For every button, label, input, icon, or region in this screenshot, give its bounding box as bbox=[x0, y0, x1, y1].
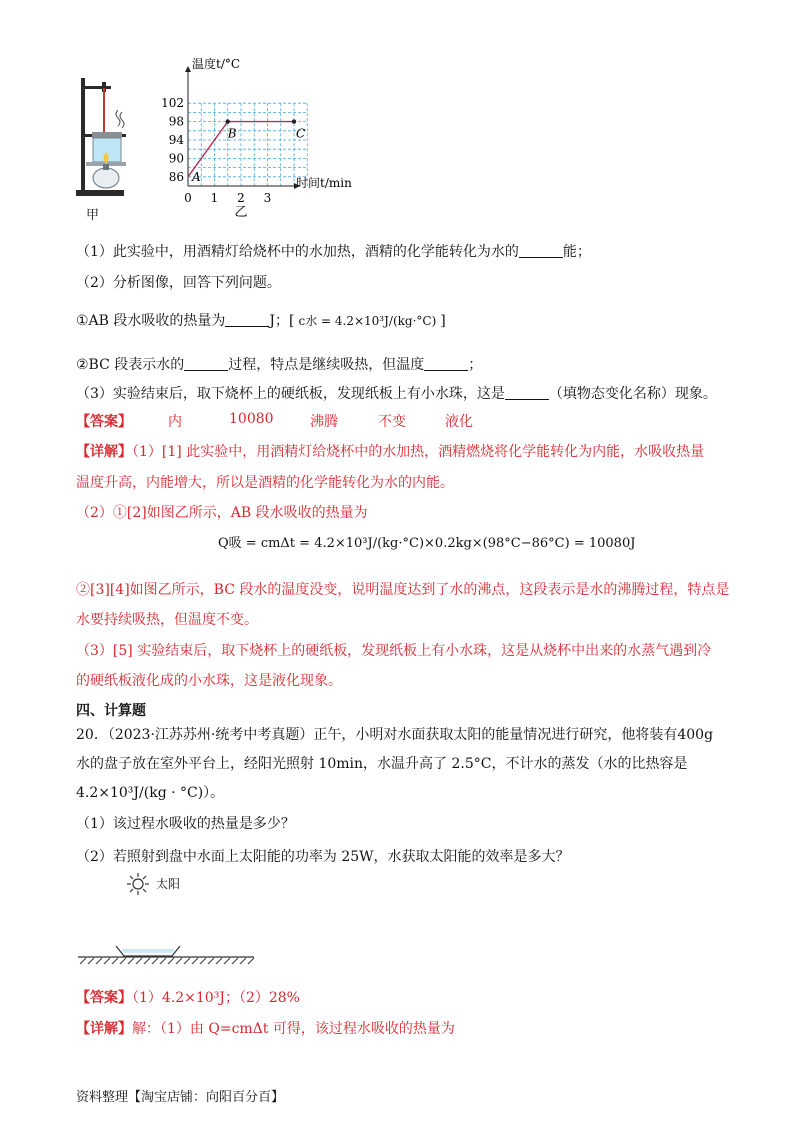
y-tick-label: 102 bbox=[161, 96, 184, 111]
sun-icon bbox=[126, 872, 150, 896]
point-label: B bbox=[227, 126, 237, 141]
detail19-line5: 水要持续吸热，但温度不变。 bbox=[76, 612, 258, 628]
detail19-line7: 的硬纸板液化成的小水珠，这是液化现象。 bbox=[76, 673, 342, 689]
apparatus-figure bbox=[72, 74, 142, 204]
point-label: C bbox=[296, 126, 306, 141]
detail19-line3: （2）①[2]如图乙所示，AB 段水吸收的热量为 bbox=[76, 505, 368, 521]
q20-line2: 水的盘子放在室外平台上，经阳光照射 10min，水温升高了 2.5°C，不计水的蒸发（水的比热容是 bbox=[76, 756, 688, 772]
q20-line3: 4.2×10³J/(kg · °C)）。 bbox=[76, 785, 225, 801]
q20-sub1: （1）该过程水吸收的热量是多少？ bbox=[76, 816, 295, 832]
detail19-line4: ②[3][4]如图乙所示，BC 段水的温度没变，说明温度达到了水的沸点，这段表示是水的沸腾过程，特点是 bbox=[76, 582, 730, 598]
data-point bbox=[292, 119, 296, 123]
section-heading: 四、计算题 bbox=[76, 703, 146, 719]
x-tick-label: 2 bbox=[237, 191, 245, 205]
x-tick-label: 0 bbox=[184, 191, 192, 205]
blank-3[interactable] bbox=[184, 356, 228, 371]
q20-line1: 20．（2023·江苏苏州·统考中考真题）正午，小明对水面获取太阳的能量情况进行研究，他将装有400g bbox=[76, 727, 714, 743]
footer-text: 资料整理【淘宝店铺：向阳百分百】 bbox=[76, 1090, 285, 1105]
q19-part2: （2）分析图像，回答下列问题。 bbox=[76, 275, 281, 291]
q19-part2-1: ①AB 段水吸收的热量为 J；[ c水 = 4.2×10³J/(kg·°C) ] bbox=[76, 313, 446, 329]
q19-part2-2: ②BC 段表示水的 过程，特点是继续吸热，但温度 ； bbox=[76, 357, 483, 373]
detail19-line6: （3）[5] 实验结束后，取下烧杯上的硬纸板，发现纸板上有小水珠，这是从烧杯中出来的水蒸气遇到冷 bbox=[76, 643, 712, 659]
y-tick-label: 90 bbox=[168, 151, 184, 166]
sun-label: 太阳 bbox=[156, 877, 181, 891]
answer-item: 10080 bbox=[229, 411, 274, 427]
answer-item: 内 bbox=[168, 414, 182, 430]
q19-part3: （3）实验结束后，取下烧杯上的硬纸板，发现纸板上有小水珠，这是 （填物态变化名称）现象。 bbox=[76, 386, 717, 402]
y-tick-label: 86 bbox=[168, 169, 184, 184]
answer19-row bbox=[76, 411, 473, 431]
x-axis-label: 时间t/min bbox=[296, 176, 352, 190]
answer20-row: 【答案】（1）4.2×10³J；（2）28% bbox=[76, 990, 300, 1006]
graph-label: 乙 bbox=[234, 205, 248, 218]
x-tick-label: 1 bbox=[210, 191, 219, 205]
answer-label: 【答案】 bbox=[76, 414, 132, 430]
blank-4[interactable] bbox=[424, 356, 468, 371]
q19-part1: （1）此实验中，用酒精灯给烧杯中的水加热，酒精的化学能转化为水的 能； bbox=[76, 244, 591, 260]
q20-sub2: （2）若照射到盘中水面上太阳能的功率为 25W，水获取太阳能的效率是多大？ bbox=[76, 849, 570, 865]
x-tick-label: 3 bbox=[263, 191, 272, 205]
temperature-time-chart bbox=[160, 58, 370, 218]
answer-item: 沸腾 bbox=[310, 414, 338, 430]
y-tick-label: 94 bbox=[168, 133, 184, 147]
y-axis-label: 温度t/°C bbox=[192, 58, 241, 71]
apparatus-label: 甲 bbox=[86, 208, 100, 223]
detail19-line1: 【详解】（1）[1] 此实验中，用酒精灯给烧杯中的水加热，酒精燃烧将化学能转化为内能，水吸收热量 bbox=[76, 444, 705, 460]
detail19-formula: Q吸 = cmΔt = 4.2×10³J/(kg·°C)×0.2kg×(98°C−86°C) = 10080J bbox=[218, 536, 636, 551]
blank-1[interactable] bbox=[519, 243, 563, 258]
detail19-line2: 温度升高，内能增大，所以是酒精的化学能转化为水的内能。 bbox=[76, 475, 454, 491]
data-point bbox=[226, 119, 230, 123]
blank-5[interactable] bbox=[505, 385, 549, 400]
detail20-row: 【详解】解：（1）由 Q=cmΔt 可得，该过程水吸收的热量为 bbox=[76, 1021, 455, 1037]
answer-item: 不变 bbox=[378, 414, 406, 430]
specific-heat-formula: c水 = 4.2×10³J/(kg·°C) bbox=[298, 314, 437, 328]
point-label: A bbox=[192, 169, 201, 184]
y-tick-label: 98 bbox=[168, 114, 184, 129]
blank-2[interactable] bbox=[225, 312, 269, 327]
answer-item: 液化 bbox=[445, 414, 473, 430]
y-axis-arrow bbox=[185, 66, 191, 72]
water-tray-figure bbox=[76, 940, 256, 966]
